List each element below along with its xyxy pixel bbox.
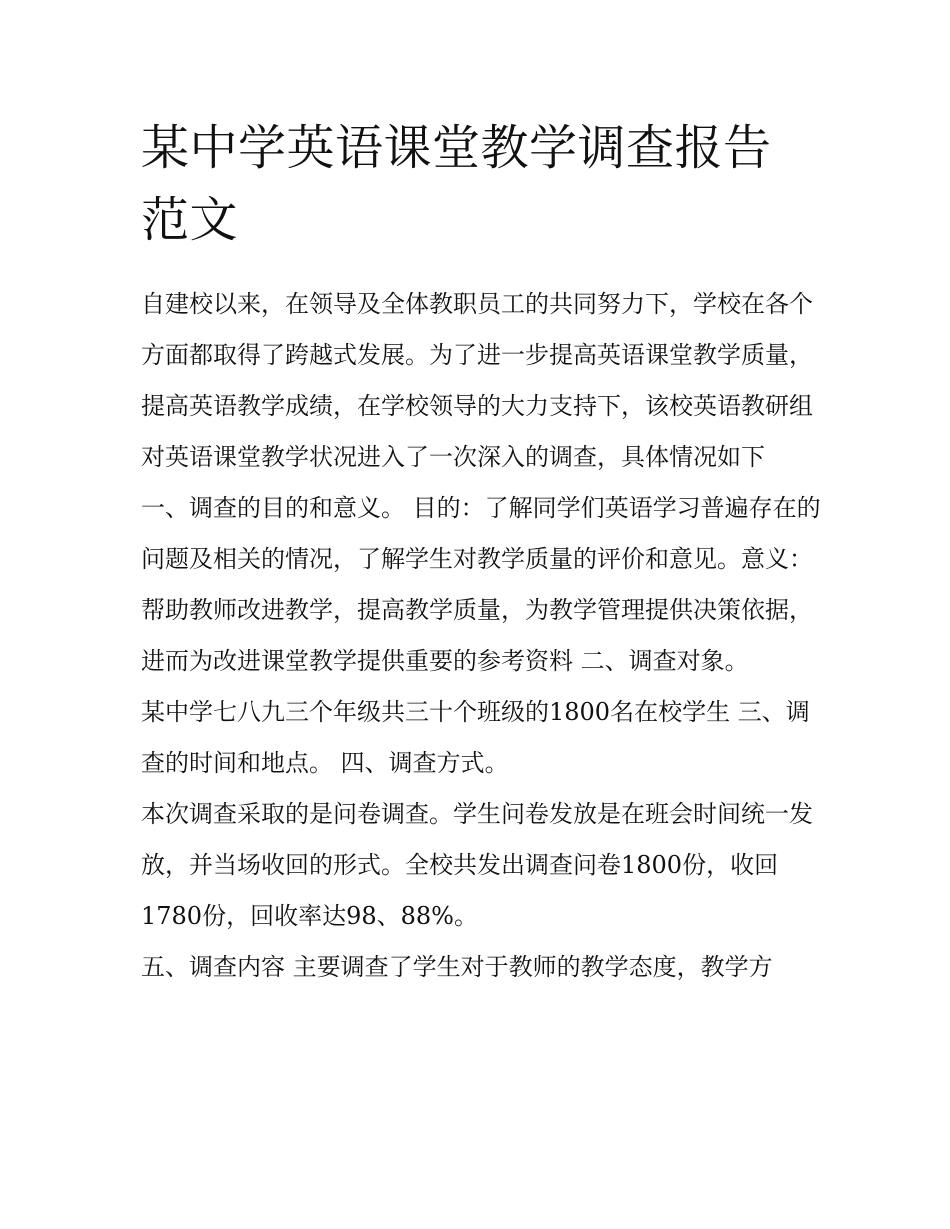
document-body [141,112,821,993]
paragraph-intro: 自建校以来，在领导及全体教职员工的共同努力下，学校在各个方面都取得了跨越式发展。为了进一步提高英语课堂教学质量，提高英语教学成绩，在学校领导的大力支持下，该校英语教研组对英语课堂教学状况进入了一次深入的调查，具体情况如下 [141,290,813,471]
paragraph-method: 本次调查采取的是问卷调查。学生问卷发放是在班会时间统一发放，并当场收回的形式。全校共发出调查问卷1800份，收回1780份，回收率达98、88%。 [141,800,813,930]
title-line-2: 范文 [141,192,239,248]
paragraph-purpose: 一、调查的目的和意义。 目的：了解同学们英语学习普遍存在的问题及相关的情况，了解学生对教学质量的评价和意见。意义：帮助教师改进教学，提高教学质量，为教学管理提供决策依据，进而为改进课堂教学提供重要的参考资料 二、调查对象。 [141,494,821,675]
paragraph-content: 五、调查内容 主要调查了学生对于教师的教学态度，教学方 [141,953,773,981]
paragraph-subjects: 某中学七八九三个年级共三十个班级的1800名在校学生 三、调查的时间和地点。 四、调查方式。 [141,698,810,777]
document-title [141,112,821,256]
title-line-1: 某中学英语课堂教学调查报告 [141,120,772,176]
